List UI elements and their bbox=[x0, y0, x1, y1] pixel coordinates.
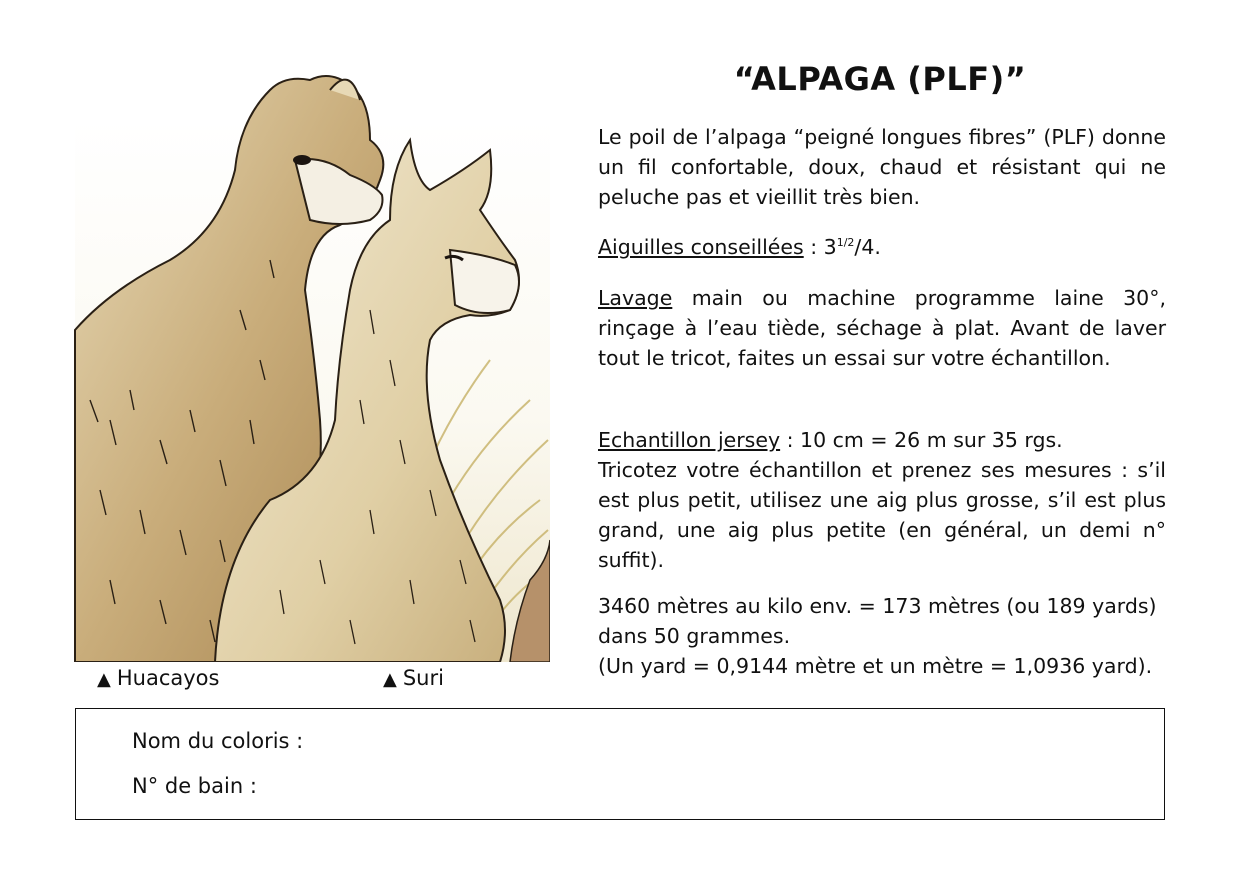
up-triangle-icon: ▲ bbox=[97, 669, 111, 690]
color-info-box bbox=[75, 708, 1165, 820]
caption-suri bbox=[383, 666, 444, 690]
needles-size: 3 bbox=[823, 235, 837, 259]
needles-size-rest: /4. bbox=[854, 235, 881, 259]
needles-label: Aiguilles conseillées bbox=[598, 235, 804, 259]
dye-lot-label: N° de bain : bbox=[132, 774, 257, 798]
gauge-value: : 10 cm = 26 m sur 35 rgs. bbox=[780, 428, 1063, 452]
gauge-advice: Tricotez votre échantillon et prenez ses mesures : s’il est plus petit, utilisez une aig plus grosse, s’il est plus grand, une aig plus petite (en général, un demi n° suffit). bbox=[598, 458, 1166, 572]
yardage-line1: 3460 mètres au kilo env. = 173 mètres (ou 189 yards) dans 50 grammes. bbox=[598, 594, 1157, 648]
yardage-paragraph bbox=[598, 591, 1166, 681]
washing-label: Lavage bbox=[598, 286, 673, 310]
intro-paragraph: Le poil de l’alpaga “peigné longues fibres” (PLF) donne un fil confortable, doux, chaud et résistant qui ne peluche pas et vieillit très bien. bbox=[598, 125, 1166, 209]
needles-sep: : bbox=[803, 235, 824, 259]
needles-line bbox=[598, 232, 1166, 262]
yardage-line2: (Un yard = 0,9144 mètre et un mètre = 1,0936 yard). bbox=[598, 654, 1153, 678]
caption-suri-label: Suri bbox=[402, 666, 444, 690]
alpacas-drawing bbox=[70, 60, 550, 662]
caption-huacayos-label: Huacayos bbox=[116, 666, 220, 690]
alpaca-illustration bbox=[70, 60, 550, 662]
needles-size-fraction: 1/2 bbox=[836, 236, 855, 250]
gauge-paragraph bbox=[598, 425, 1166, 575]
caption-huacayos bbox=[97, 666, 219, 690]
color-name-label: Nom du coloris : bbox=[132, 729, 304, 753]
gauge-label: Echantillon jersey bbox=[598, 428, 781, 452]
page-title: “ALPAGA (PLF)” bbox=[733, 60, 1027, 98]
washing-text: main ou machine programme laine 30°, rinçage à l’eau tiède, séchage à plat. Avant de laver tout le tricot, faites un essai sur votre échantillon. bbox=[598, 286, 1166, 370]
washing-paragraph bbox=[598, 283, 1166, 373]
up-triangle-icon: ▲ bbox=[383, 669, 397, 690]
